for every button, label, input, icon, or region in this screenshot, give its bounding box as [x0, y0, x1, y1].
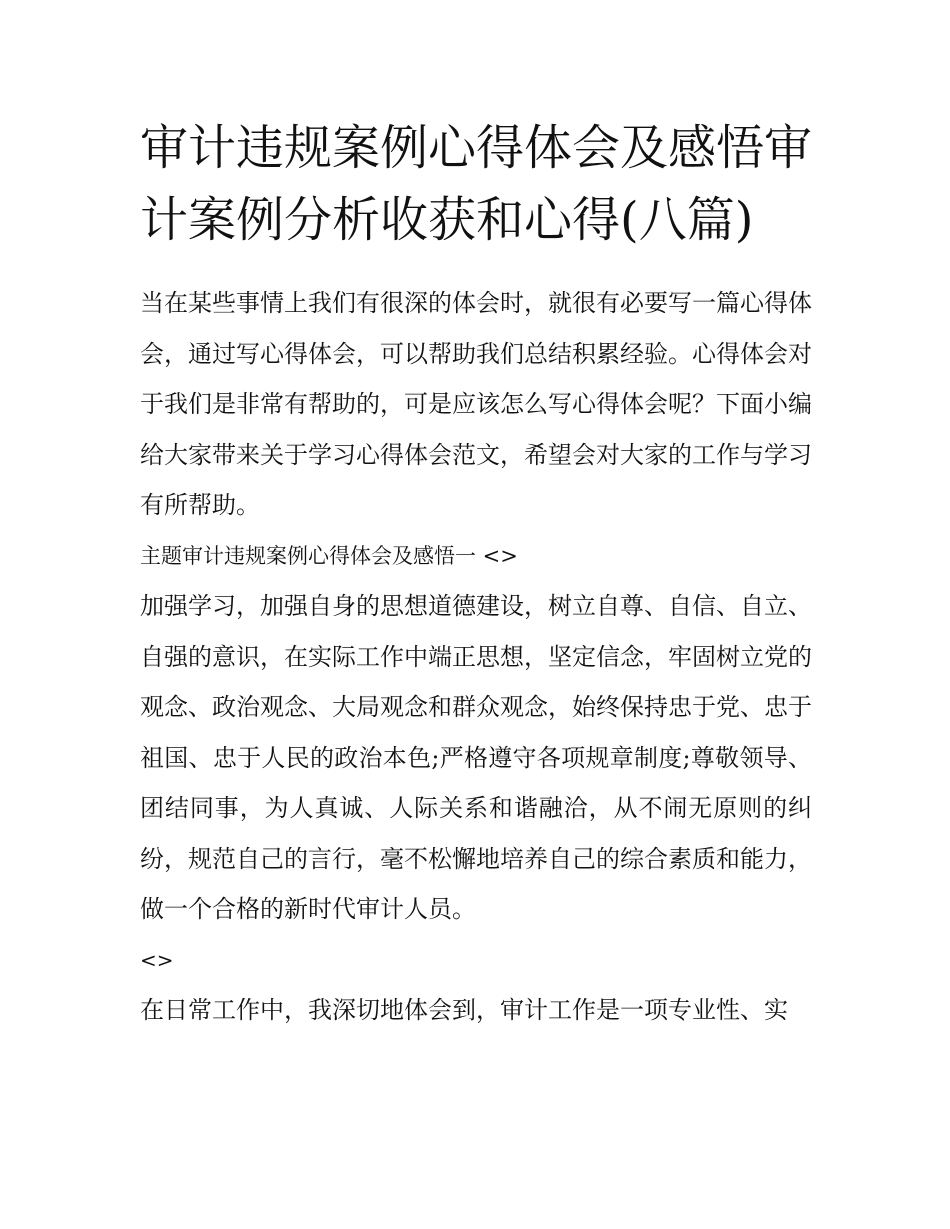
section-heading: 主题审计违规案例心得体会及感悟一 <> [140, 543, 518, 568]
document-content [140, 112, 812, 1036]
intro-paragraph: 当在某些事情上我们有很深的体会时，就很有必要写一篇心得体会，通过写心得体会，可以帮助我们总结积累经验。心得体会对于我们是非常有帮助的，可是应该怎么写心得体会呢？下面小编给大家带来关于学习心得体会范文，希望会对大家的工作与学习有所帮助。 [140, 289, 812, 519]
body-paragraph-1: 加强学习，加强自身的思想道德建设，树立自尊、自信、自立、自强的意识，在实际工作中端正思想，坚定信念，牢固树立党的观念、政治观念、大局观念和群众观念，始终保持忠于党、忠于祖国、忠于人民的政治本色;严格遵守各项规章制度;尊敬领导、团结同事，为人真诚、人际关系和谐融洽，从不闹无原则的纠纷，规范自己的言行，毫不松懈地培养自己的综合素质和能力，做一个合格的新时代审计人员。 [140, 592, 812, 923]
section-marker: <> [140, 947, 174, 972]
body-paragraph-2: 在日常工作中，我深切地体会到，审计工作是一项专业性、实 [140, 996, 788, 1024]
document-title: 审计违规案例心得体会及感悟审计案例分析收获和心得(八篇) [140, 120, 813, 248]
